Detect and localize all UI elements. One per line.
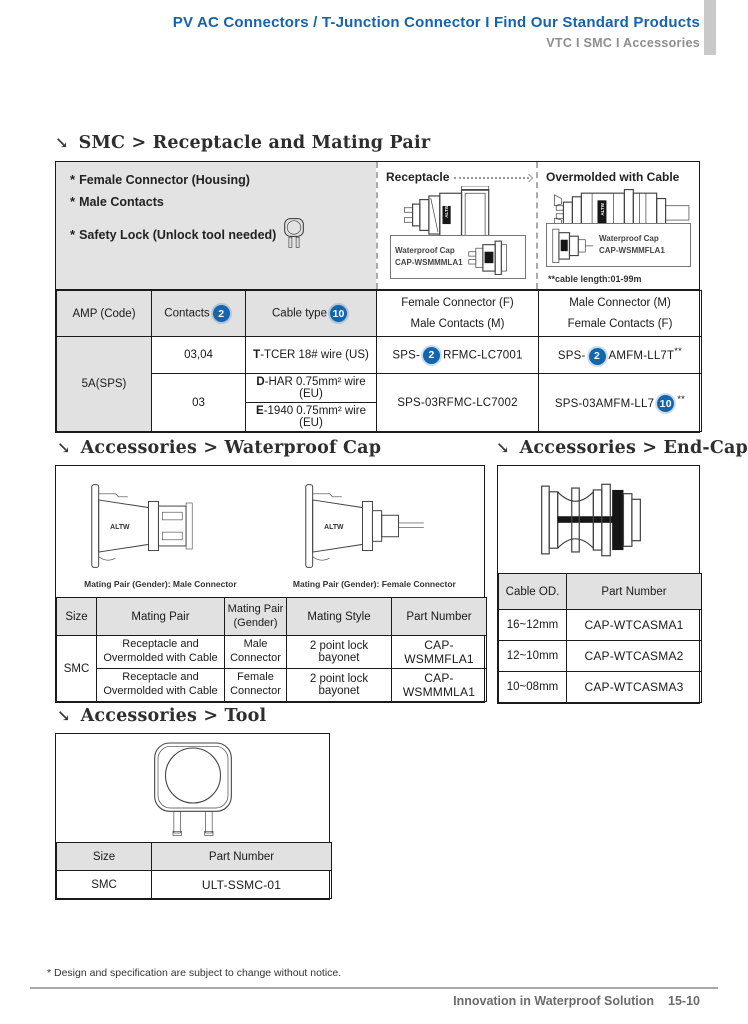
cable-type-cell: T-TCER 18# wire (US) bbox=[246, 337, 377, 374]
unlock-tool-icon bbox=[281, 216, 307, 253]
waterproof-cap-panel bbox=[55, 465, 485, 703]
svg-text:ALTW: ALTW bbox=[324, 524, 344, 532]
table-row: Receptacle and Overmolded with Cable Female Connector 2 point lock bayonet CAP-WSMMMLA1 bbox=[57, 669, 487, 702]
cap-male-figure: ALTW Mating Pair (Gender): Male Connector bbox=[84, 480, 237, 589]
page-number: 15-10 bbox=[668, 994, 700, 1008]
feature-item: * Male Contacts bbox=[70, 194, 164, 209]
dotted-arrow bbox=[454, 177, 529, 179]
receptacle-label: Receptacle bbox=[386, 170, 450, 184]
waterproof-cap-table bbox=[56, 597, 487, 702]
col-header-mating-style: Mating Style bbox=[287, 598, 392, 636]
cable-length-note: **cable length:01-99m bbox=[548, 274, 642, 284]
cable-type-cell: E-1940 0.75mm² wire (EU) bbox=[246, 403, 377, 432]
table-row: 12~10mm CAP-WTCASMA2 bbox=[499, 641, 702, 672]
col-header-gender: Mating Pair (Gender) bbox=[225, 598, 287, 636]
part-number-cell: SPS- 2 AMFM-LL7T** bbox=[539, 337, 702, 374]
col-header-part-number: Part Number bbox=[392, 598, 487, 636]
col-header-cable-type: Cable type 10 bbox=[246, 291, 377, 337]
col-header-part-number: Part Number bbox=[152, 843, 332, 871]
part-number-cell: SPS- 2 RFMC-LC7001 bbox=[377, 337, 539, 374]
waterproof-cap-callout-right: Waterproof Cap CAP-WSMMFLA1 bbox=[546, 223, 691, 267]
end-cap-panel bbox=[497, 465, 700, 704]
waterproof-cap-callout-left: Waterproof Cap CAP-WSMMMLA1 bbox=[390, 235, 526, 279]
feature-item: * Safety Lock (Unlock tool needed) bbox=[70, 216, 376, 253]
part-number-cell: SPS-03RFMC-LC7002 bbox=[377, 374, 539, 432]
cable-type-badge: 10 bbox=[657, 395, 674, 412]
section-title-tool: ↘ Accessories > Tool bbox=[57, 706, 267, 726]
contacts-badge: 2 bbox=[423, 347, 440, 364]
section-title-waterproof-cap: ↘ Accessories > Waterproof Cap bbox=[57, 438, 382, 458]
table-row: SMC ULT-SSMC-01 bbox=[57, 871, 332, 899]
section-arrow-icon: ↘ bbox=[496, 438, 510, 457]
section-arrow-icon: ↘ bbox=[57, 438, 71, 457]
svg-text:ALTW: ALTW bbox=[599, 203, 605, 216]
col-header-size: Size bbox=[57, 843, 152, 871]
disclaimer-note: * Design and specification are subject to change without notice. bbox=[47, 967, 342, 979]
col-header-size: Size bbox=[57, 598, 97, 636]
end-cap-table bbox=[498, 573, 702, 703]
feature-list bbox=[56, 162, 376, 289]
col-header-cable-od: Cable OD. bbox=[499, 574, 567, 610]
mini-cap-drawing bbox=[551, 227, 595, 263]
table-row: 10~08mm CAP-WTCASMA3 bbox=[499, 672, 702, 703]
col-header-part-number: Part Number bbox=[567, 574, 702, 610]
header-accent-bar bbox=[704, 0, 716, 55]
cap-female-figure: ALTW Mating Pair (Gender): Female Connector bbox=[293, 480, 456, 589]
contacts-cell: 03 bbox=[152, 374, 246, 432]
col-header-female-connector: Female Connector (F) Male Contacts (M) bbox=[377, 291, 539, 337]
receptacle-table bbox=[55, 161, 700, 433]
section-title-receptacle: ↘ SMC > Receptacle and Mating Pair bbox=[55, 133, 431, 153]
part-number-cell: SPS-03AMFM-LL7 10 ** bbox=[539, 374, 702, 432]
table-row: SMC Receptacle and Overmolded with Cable Male Connector 2 point lock bayonet CAP-WSMMFLA1 bbox=[57, 636, 487, 669]
part-number-table bbox=[56, 290, 702, 432]
end-cap-drawing bbox=[535, 473, 663, 567]
amp-code-cell: 5A(SPS) bbox=[57, 337, 152, 432]
overmolded-label: Overmolded with Cable bbox=[546, 170, 680, 184]
overmolded-cell bbox=[536, 162, 699, 289]
col-header-contacts: Contacts 2 bbox=[152, 291, 246, 337]
contacts-count-badge: 2 bbox=[213, 305, 230, 322]
tool-table bbox=[56, 842, 332, 899]
footer-divider bbox=[30, 987, 718, 989]
col-header-mating-pair: Mating Pair bbox=[97, 598, 225, 636]
col-header-amp: AMP (Code) bbox=[57, 291, 152, 337]
receptacle-cell bbox=[376, 162, 536, 289]
cable-type-count-badge: 10 bbox=[330, 305, 347, 322]
section-arrow-icon: ↘ bbox=[55, 133, 69, 152]
footer-slogan: Innovation in Waterproof Solution bbox=[453, 994, 655, 1008]
page-title: PV AC Connectors / T-Junction Connector I Find Our Standard Products bbox=[172, 14, 700, 31]
size-cell: SMC bbox=[57, 636, 97, 702]
unlock-tool-drawing bbox=[133, 738, 253, 838]
col-header-male-connector: Male Connector (M) Female Contacts (F) bbox=[539, 291, 702, 337]
footer bbox=[453, 994, 700, 1008]
svg-text:ALTW: ALTW bbox=[443, 205, 449, 218]
contacts-cell: 03,04 bbox=[152, 337, 246, 374]
cable-type-cell: D-HAR 0.75mm² wire (EU) bbox=[246, 374, 377, 403]
feature-item: * Female Connector (Housing) bbox=[70, 172, 250, 187]
page-subtitle: VTC I SMC I Accessories bbox=[546, 36, 700, 50]
section-title-end-cap: ↘ Accessories > End-Cap bbox=[496, 438, 748, 458]
mini-cap-drawing bbox=[467, 239, 511, 275]
svg-text:ALTW: ALTW bbox=[110, 524, 130, 532]
table-row: 16~12mm CAP-WTCASMA1 bbox=[499, 610, 702, 641]
section-arrow-icon: ↘ bbox=[57, 706, 71, 725]
contacts-badge: 2 bbox=[589, 348, 606, 365]
arrow-head-icon bbox=[525, 173, 533, 181]
tool-panel bbox=[55, 733, 330, 900]
